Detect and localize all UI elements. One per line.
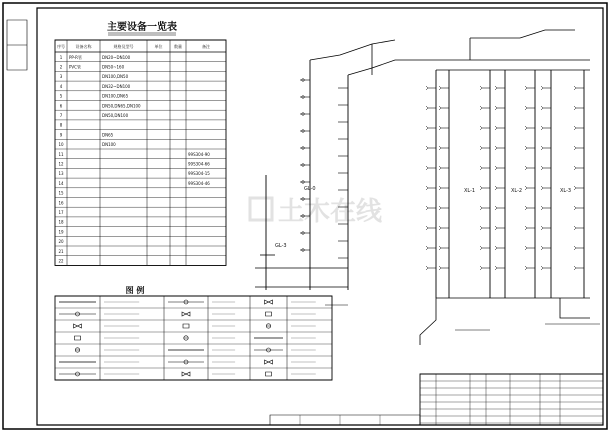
legend-box-symbol: [266, 312, 272, 316]
table-cell: 20: [58, 239, 64, 245]
fixture-symbol: [480, 86, 482, 90]
fixture-symbol: [426, 226, 428, 230]
table-header-cell: 备注: [202, 44, 210, 49]
fixture-symbol: [495, 126, 497, 130]
fixture-symbol: [574, 106, 576, 110]
riser-label-gl3: GL-3: [275, 243, 287, 249]
fixture-symbol: [541, 226, 543, 230]
table-cell: 11: [58, 151, 64, 157]
fixture-symbol: [495, 106, 497, 110]
table-cell: 10: [58, 142, 64, 148]
fixture-symbol: [541, 146, 543, 150]
fixture-symbol: [541, 266, 543, 270]
fixture-symbol: [574, 206, 576, 210]
table-cell: 22: [58, 258, 64, 264]
fixture-symbol: [541, 186, 543, 190]
fixture-symbol: [426, 186, 428, 190]
legend-gate-valve-symbol: [265, 300, 273, 304]
fixture-symbol: [495, 226, 497, 230]
table-cell: 7: [59, 113, 63, 118]
top-header-pipe: [310, 40, 395, 60]
fixture-symbol: [439, 126, 441, 130]
fixture-symbol: [541, 166, 543, 170]
fixture-symbol: [574, 246, 576, 250]
table-cell: 4: [59, 83, 63, 89]
fixture-symbol: [525, 206, 527, 210]
legend-border: [55, 296, 332, 380]
fixture-symbol: [426, 266, 428, 270]
fixture-symbol: [541, 126, 543, 130]
fixture-symbol: [439, 166, 441, 170]
fixture-symbol: [495, 266, 497, 270]
fixture-symbol: [495, 246, 497, 250]
legend-gate-valve-symbol: [265, 360, 273, 364]
table-cell: DN20~DN100: [102, 54, 131, 60]
fixture-symbol: [574, 146, 576, 150]
table-cell: 99S304-90: [188, 151, 210, 157]
legend-box-symbol: [183, 324, 189, 328]
fixture-symbol: [480, 186, 482, 190]
fixture-symbol: [525, 146, 527, 150]
fixture-symbol: [541, 246, 543, 250]
fixture-symbol: [525, 166, 527, 170]
table-cell: 6: [59, 103, 63, 109]
fixture-symbol: [426, 106, 428, 110]
fixture-symbol: [495, 146, 497, 150]
fixture-symbol: [480, 246, 482, 250]
fixture-symbol: [480, 166, 482, 170]
fixture-symbol: [541, 86, 543, 90]
legend-table: [55, 296, 332, 380]
fixture-symbol: [525, 106, 527, 110]
fixture-symbol: [439, 206, 441, 210]
fixture-symbol: [426, 126, 428, 130]
fixture-symbol: [541, 206, 543, 210]
fixture-symbol: [495, 166, 497, 170]
fixture-symbol: [480, 106, 482, 110]
table-header-cell: 设备名称: [75, 44, 92, 49]
fixture-symbol: [541, 106, 543, 110]
fixture-symbol: [495, 86, 497, 90]
table-cell: DN65: [102, 132, 114, 138]
table-cell: 16: [58, 200, 64, 206]
table-cell: 1: [59, 54, 63, 60]
title-block: [270, 374, 603, 425]
fixture-symbol: [426, 166, 428, 170]
watermark: [250, 197, 383, 227]
fixture-symbol: [480, 206, 482, 210]
fixture-symbol: [480, 226, 482, 230]
fixture-symbol: [480, 126, 482, 130]
fixture-symbol: [480, 266, 482, 270]
fixture-symbol: [439, 226, 441, 230]
legend-gate-valve-symbol: [74, 324, 82, 328]
fixture-symbol: [574, 126, 576, 130]
fixture-symbol: [525, 186, 527, 190]
signature-strip: [270, 415, 420, 425]
riser-label-xl2: XL-2: [511, 188, 523, 194]
fixture-symbol: [495, 186, 497, 190]
table-cell: 99S304-46: [188, 180, 210, 186]
legend-box-symbol: [75, 336, 81, 340]
table-cell: 5: [59, 93, 63, 99]
fixture-symbol: [439, 86, 441, 90]
table-header-cell: 数量: [174, 44, 182, 49]
fixture-symbol: [439, 266, 441, 270]
fixture-symbol: [525, 86, 527, 90]
drain-outlet-pipe: [420, 298, 436, 345]
fixture-symbol: [426, 146, 428, 150]
legend-box-symbol: [266, 372, 272, 376]
fixture-symbol: [574, 186, 576, 190]
legend-gate-valve-symbol: [182, 372, 190, 376]
table-cell: 99S304-15: [188, 171, 210, 177]
top-header-pipe: [348, 60, 430, 75]
table-cell: 13: [58, 171, 64, 177]
table-cell: DN100,DN50: [102, 74, 129, 80]
fixture-symbol: [525, 126, 527, 130]
table-cell: DN50,DN65,DN100: [102, 103, 141, 109]
riser-label-xl3: XL-3: [560, 188, 572, 194]
bottom-collector-pipe: [560, 298, 590, 318]
legend-title: 图 例: [125, 286, 145, 295]
table-cell: 18: [58, 219, 64, 225]
fixture-symbol: [439, 106, 441, 110]
table-cell: DN100,DN65: [102, 93, 129, 99]
riser-label-xl1: XL-1: [464, 188, 476, 194]
table-cell: 17: [58, 210, 64, 215]
table-cell: DN50,DN100: [102, 113, 129, 118]
table-cell: 9: [59, 132, 63, 138]
table-cell: PVC管: [69, 64, 81, 70]
title-block-border: [420, 374, 603, 425]
fixture-symbol: [426, 206, 428, 210]
table-cell: 15: [58, 190, 64, 196]
fixture-symbol: [439, 186, 441, 190]
fixture-symbol: [439, 146, 441, 150]
table-cell: 8: [59, 122, 63, 128]
table-cell: 2: [59, 64, 63, 70]
fixture-symbol: [439, 246, 441, 250]
fixture-symbol: [525, 226, 527, 230]
table-header-cell: 序号: [57, 44, 65, 49]
table-cell: 12: [58, 161, 64, 167]
table-cell: 99S304-66: [188, 161, 210, 167]
table-cell: DN50~160: [102, 64, 125, 70]
table-cell: 14: [58, 180, 64, 186]
table-header-cell: 规格及型号: [113, 44, 134, 49]
equipment-table-title: 主要设备一览表: [107, 22, 177, 33]
fixture-symbol: [574, 86, 576, 90]
table-cell: 19: [58, 229, 64, 235]
svg-text:土木在线: 土木在线: [278, 197, 383, 227]
table-cell: DN100: [102, 142, 116, 148]
fixture-symbol: [426, 86, 428, 90]
equipment-table: [55, 40, 226, 265]
riser-label-gl0: GL-0: [304, 186, 316, 192]
fixture-symbol: [574, 226, 576, 230]
table-header-cell: 单位: [154, 44, 163, 49]
table-cell: DN32~DN100: [102, 83, 131, 89]
fixture-symbol: [480, 146, 482, 150]
fixture-symbol: [495, 206, 497, 210]
table-cell: 21: [58, 248, 64, 254]
fixture-symbol: [426, 246, 428, 250]
legend-gate-valve-symbol: [182, 312, 190, 316]
table-cell: PP-R管: [69, 54, 82, 60]
top-header-pipe: [520, 30, 575, 38]
fixture-symbol: [525, 246, 527, 250]
table-cell: 3: [59, 74, 63, 80]
fixture-symbol: [574, 266, 576, 270]
fixture-symbol: [574, 166, 576, 170]
fixture-symbol: [525, 266, 527, 270]
